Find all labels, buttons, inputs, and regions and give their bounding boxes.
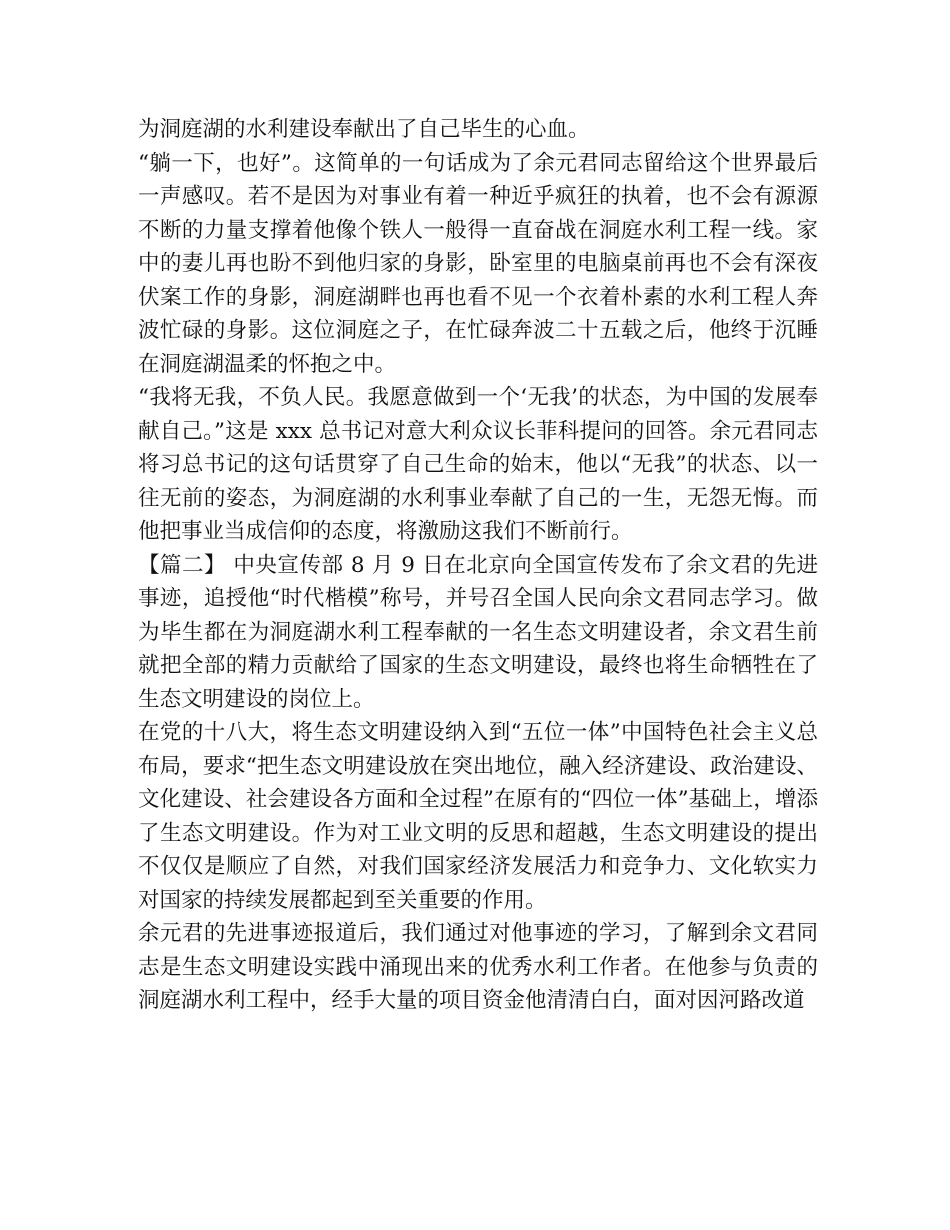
paragraph-6: 余元君的先进事迹报道后，我们通过对他事迹的学习，了解到余文君同志是生态文明建设实践中涌现出来的优秀水利工作者。在他参与负责的洞庭湖水利工程中，经手大量的项目资金他清清白白，面对因河路改道 <box>138 921 818 1013</box>
paragraph-3: “我将无我，不负人民。我愿意做到一个‘无我’的状态，为中国的发展奉献自己。”这是 xxx 总书记对意大利众议长菲科提问的回答。余元君同志将习总书记的这句话贯穿了自己生命的始末，他以“无我”的状态、以一往无前的姿态，为洞庭湖的水利事业奉献了自己的一生，无怨无悔。而他把事业当成信仰的态度，将激励这我们不断前行。 <box>138 385 818 544</box>
document-body <box>138 113 818 1018</box>
paragraph-1: 为洞庭湖的水利建设奉献出了自己毕生的心血。 <box>138 117 590 142</box>
paragraph-5: 在党的十八大，将生态文明建设纳入到“五位一体”中国特色社会主义总布局，要求“把生态文明建设放在突出地位，融入经济建设、政治建设、文化建设、社会建设各方面和全过程”在原有的“四位一体”基础上，增添了生态文明建设。作为对工业文明的反思和超越，生态文明建设的提出不仅仅是顺应了自然，对我们国家经济发展活力和竞争力、文化软实力对国家的持续发展都起到至关重要的作用。 <box>138 720 818 913</box>
paragraph-2: “躺一下，也好”。这简单的一句话成为了余元君同志留给这个世界最后一声感叹。若不是因为对事业有着一种近乎疯狂的执着，也不会有源源不断的力量支撑着他像个铁人一般得一直奋战在洞庭水利工程一线。家中的妻儿再也盼不到他归家的身影，卧室里的电脑桌前再也不会有深夜伏案工作的身影，洞庭湖畔也再也看不见一个衣着朴素的水利工程人奔波忙碌的身影。这位洞庭之子，在忙碌奔波二十五载之后，他终于沉睡在洞庭湖温柔的怀抱之中。 <box>138 150 818 377</box>
paragraph-4: 【篇二】 中央宣传部 8 月 9 日在北京向全国宣传发布了余文君的先进事迹，追授他“时代楷模”称号，并号召全国人民向余文君同志学习。做为毕生都在为洞庭湖水利工程奉献的一名生态文明建设者，余文君生前就把全部的精力贡献给了国家的生态文明建设，最终也将生命牺牲在了生态文明建设的岗位上。 <box>138 552 818 712</box>
